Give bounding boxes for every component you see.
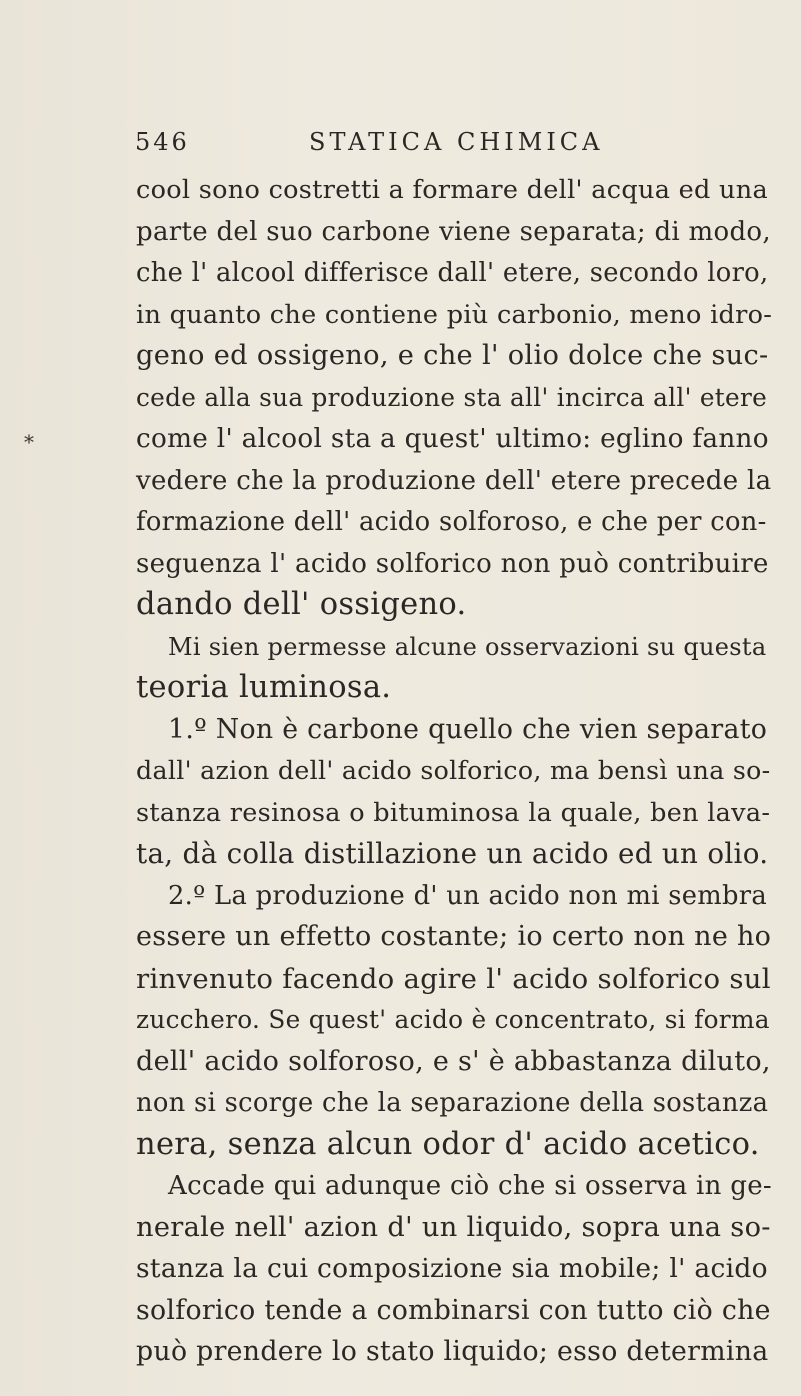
text-line: ta, dà colla distillazione un acido ed un olio.: [136, 837, 769, 870]
text-line: può prendere lo stato liquido; esso determina: [136, 1336, 769, 1367]
text-line: stanza la cui composizione sia mobile; l' acido: [136, 1253, 768, 1284]
text-line: Accade qui adunque ciò che si osserva in ge-: [168, 1171, 772, 1201]
text-line: solforico tende a combinarsi con tutto ciò che: [136, 1294, 771, 1326]
text-line: dando dell' ossigeno.: [136, 587, 467, 622]
text-line: 2.º La produzione d' un acido non mi sembra: [168, 880, 768, 911]
text-line: teoria luminosa.: [136, 670, 392, 705]
text-line: zucchero. Se quest' acido è concentrato, si forma: [136, 1005, 770, 1034]
text-line: seguenza l' acido solforico non può contribuire: [136, 548, 769, 579]
text-line: formazione dell' acido solforoso, e che per con-: [136, 507, 767, 537]
text-line: nerale nell' azion d' un liquido, sopra una so-: [136, 1211, 771, 1243]
margin-mark: *: [24, 430, 34, 454]
page-number: 546: [135, 128, 190, 156]
text-line: cool sono costretti a formare dell' acqua ed una: [136, 175, 768, 205]
text-line: Mi sien permesse alcune osservazioni su questa: [168, 632, 767, 661]
text-line: cede alla sua produzione sta all' incirca all' etere: [136, 382, 768, 412]
text-line: in quanto che contiene più carbonio, meno idro-: [136, 299, 773, 330]
text-line: come l' alcool sta a quest' ultimo: eglino fanno: [136, 424, 769, 454]
page-header: [135, 128, 775, 162]
running-head: STATICA CHIMICA: [309, 128, 604, 156]
text-line: non si scorge che la separazione della sostanza: [136, 1088, 769, 1118]
text-line: essere un effetto costante; io certo non ne ho: [136, 921, 772, 952]
text-line: geno ed ossigeno, e che l' olio dolce che suc-: [136, 340, 769, 371]
text-line: nera, senza alcun odor d' acido acetico.: [136, 1126, 760, 1162]
text-line: rinvenuto facendo agire l' acido solforico sul: [136, 962, 771, 995]
text-line: dall' azion dell' acido solforico, ma bensì una so-: [136, 756, 771, 785]
text-line: parte del suo carbone viene separata; di modo,: [136, 216, 771, 247]
text-line: 1.º Non è carbone quello che vien separato: [168, 713, 768, 745]
text-line: stanza resinosa o bituminosa la quale, ben lava-: [136, 797, 771, 828]
text-line: dell' acido solforoso, e s' è abbastanza diluto,: [136, 1045, 771, 1077]
text-line: che l' alcool differisce dall' etere, secondo loro,: [136, 258, 769, 288]
text-line: vedere che la produzione dell' etere precede la: [136, 465, 772, 496]
